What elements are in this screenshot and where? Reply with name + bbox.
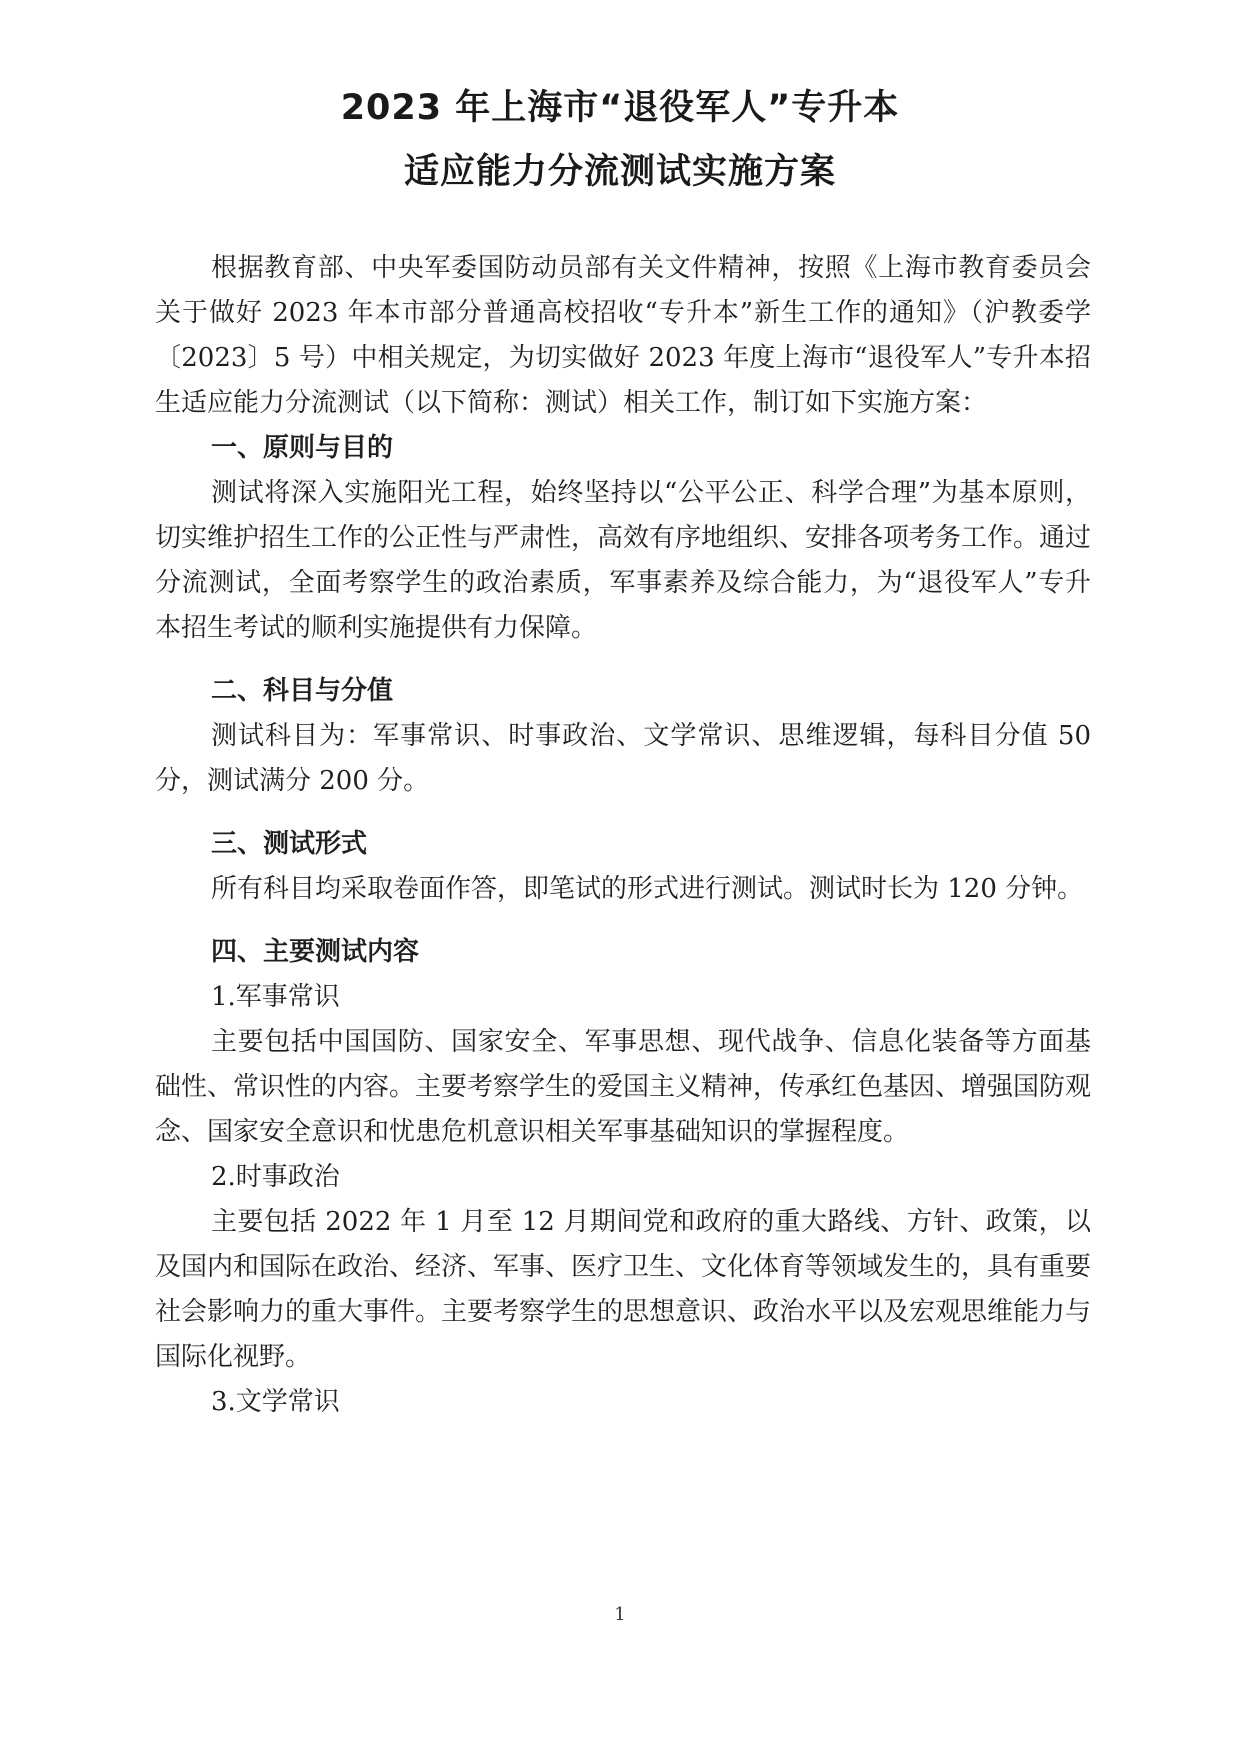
section-heading-format: 三、测试形式 bbox=[211, 829, 368, 859]
section-text-subjects: 测试科目为：军事常识、时事政治、文学常识、思维逻辑，每科目分值 50 分，测试满分 200 分。 bbox=[155, 721, 1091, 796]
subsection-text-military: 主要包括中国国防、国家安全、军事思想、现代战争、信息化装备等方面基础性、常识性的内容。主要考察学生的爱国主义精神，传承红色基因、增强国防观念、国家安全意识和忧患危机意识相关军事基础知识的掌握程度。 bbox=[155, 1027, 1092, 1147]
page-number: 1 bbox=[614, 1604, 626, 1625]
subsection-title-literature: 3.文学常识 bbox=[211, 1387, 340, 1417]
spacer bbox=[155, 804, 1091, 822]
section-heading-subjects: 二、科目与分值 bbox=[211, 676, 394, 706]
intro-paragraph: 根据教育部、中央军委国防动员部有关文件精神，按照《上海市教育委员会关于做好 2023 年本市部分普通高校招收“专升本”新生工作的通知》（沪教委学〔2023〕5 号）中相关规定，为切实做好 2023 年度上海市“退役军人”专升本招生适应能力分流测试（以下简称：测试）相关工作，制订如下实施方案： bbox=[155, 253, 1091, 418]
subsection-title-current-affairs: 2.时事政治 bbox=[211, 1162, 340, 1192]
document-title-line2: 适应能力分流测试实施方案 bbox=[403, 152, 836, 192]
section-text-principles: 测试将深入实施阳光工程，始终坚持以“公平公正、科学合理”为基本原则，切实维护招生工作的公正性与严肃性，高效有序地组织、安排各项考务工作。通过分流测试，全面考察学生的政治素质，军事素养及综合能力，为“退役军人”专升本招生考试的顺利实施提供有力保障。 bbox=[155, 478, 1092, 643]
subsection-title-military: 1.军事常识 bbox=[211, 982, 340, 1012]
section-heading-principles: 一、原则与目的 bbox=[211, 433, 394, 463]
subsection-text-current-affairs: 主要包括 2022 年 1 月至 12 月期间党和政府的重大路线、方针、政策，以及国内和国际在政治、经济、军事、医疗卫生、文化体育等领域发生的，具有重要社会影响力的重大事件。主要考察学生的思想意识、政治水平以及宏观思维能力与国际化视野。 bbox=[155, 1207, 1092, 1372]
spacer bbox=[155, 651, 1091, 669]
spacer bbox=[155, 912, 1091, 930]
section-text-format: 所有科目均采取卷面作答，即笔试的形式进行测试。测试时长为 120 分钟。 bbox=[211, 874, 1084, 904]
section-heading-content: 四、主要测试内容 bbox=[211, 937, 420, 967]
document-title-line1: 2023 年上海市“退役军人”专升本 bbox=[340, 88, 900, 128]
document-body bbox=[155, 246, 1091, 1425]
